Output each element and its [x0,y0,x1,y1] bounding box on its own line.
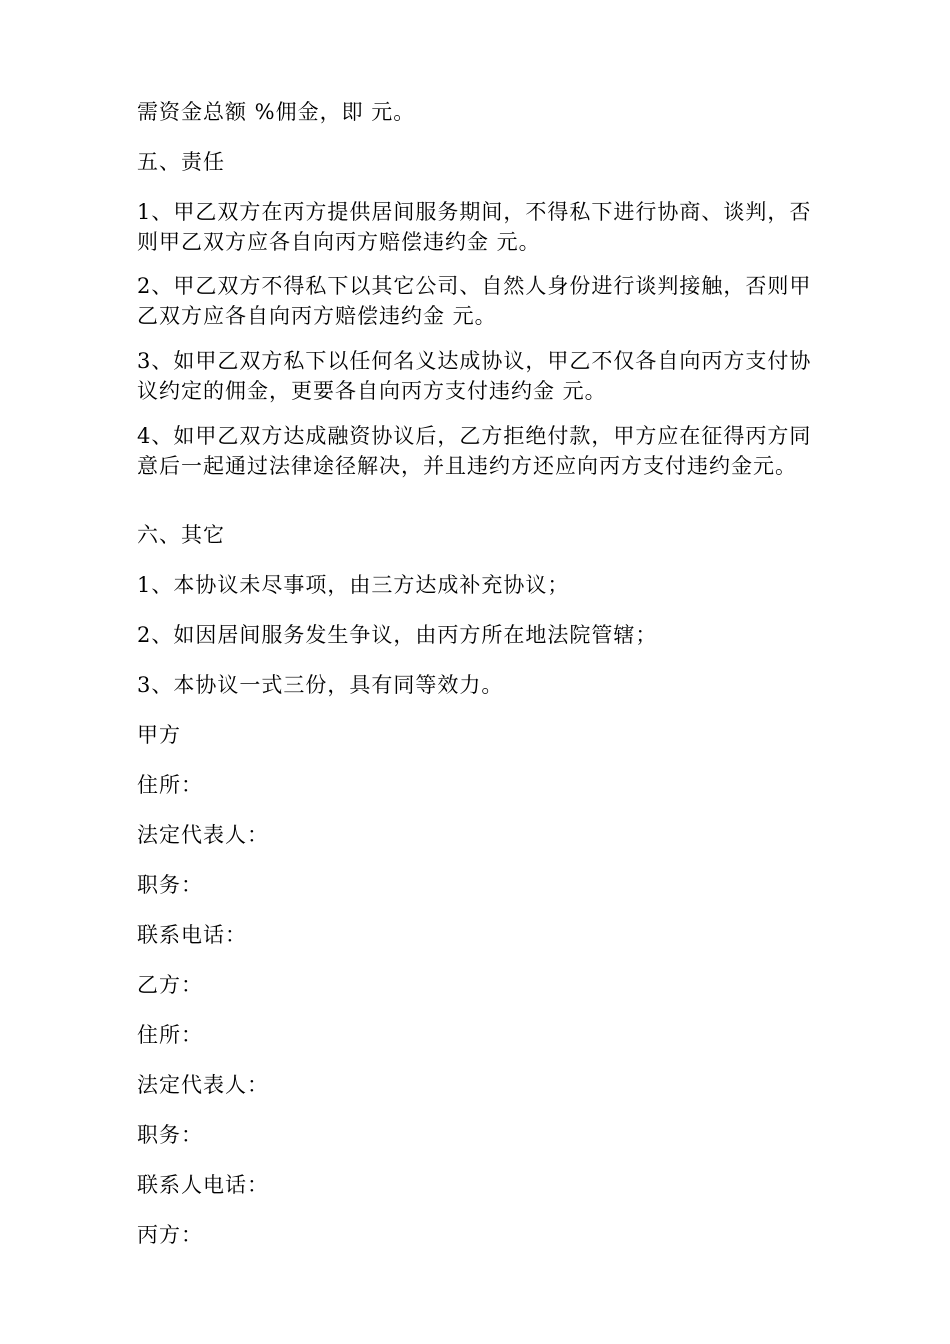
party-b-position-label: 职务： [137,1123,203,1147]
party-a-legal-rep-label: 法定代表人： [137,823,269,847]
responsibility-clause-1: 1、甲乙双方在丙方提供居间服务期间，不得私下进行协商、谈判，否则甲乙双方应各自向丙方赔偿违约金 元。 [137,200,812,254]
section-heading-responsibility: 五、责任 [137,150,225,174]
party-b-address-label: 住所： [137,1023,203,1047]
responsibility-clause-4: 4、如甲乙双方达成融资协议后，乙方拒绝付款，甲方应在征得丙方同意后一起通过法律途径解决，并且违约方还应向丙方支付违约金元。 [137,424,812,478]
party-a-heading: 甲方 [137,723,181,747]
responsibility-clause-2: 2、甲乙双方不得私下以其它公司、自然人身份进行谈判接触，否则甲乙双方应各自向丙方赔偿违约金 元。 [137,274,812,328]
other-clause-3: 3、本协议一式三份，具有同等效力。 [137,673,504,697]
other-clause-2: 2、如因居间服务发生争议，由丙方所在地法院管辖； [137,623,658,647]
payment-clause-tail: 需资金总额 %佣金，即 元。 [137,100,416,124]
party-a-position-label: 职务： [137,873,203,897]
section-heading-other: 六、其它 [137,523,225,547]
other-clause-1: 1、本协议未尽事项，由三方达成补充协议； [137,573,570,597]
party-a-phone-label: 联系电话： [137,923,247,947]
party-b-contact-phone-label: 联系人电话： [137,1173,269,1197]
party-c-heading: 丙方： [137,1223,203,1247]
party-a-address-label: 住所： [137,773,203,797]
party-b-heading: 乙方： [137,973,203,997]
party-b-legal-rep-label: 法定代表人： [137,1073,269,1097]
responsibility-clause-3: 3、如甲乙双方私下以任何名义达成协议，甲乙不仅各自向丙方支付协议约定的佣金，更要各自向丙方支付违约金 元。 [137,349,812,403]
